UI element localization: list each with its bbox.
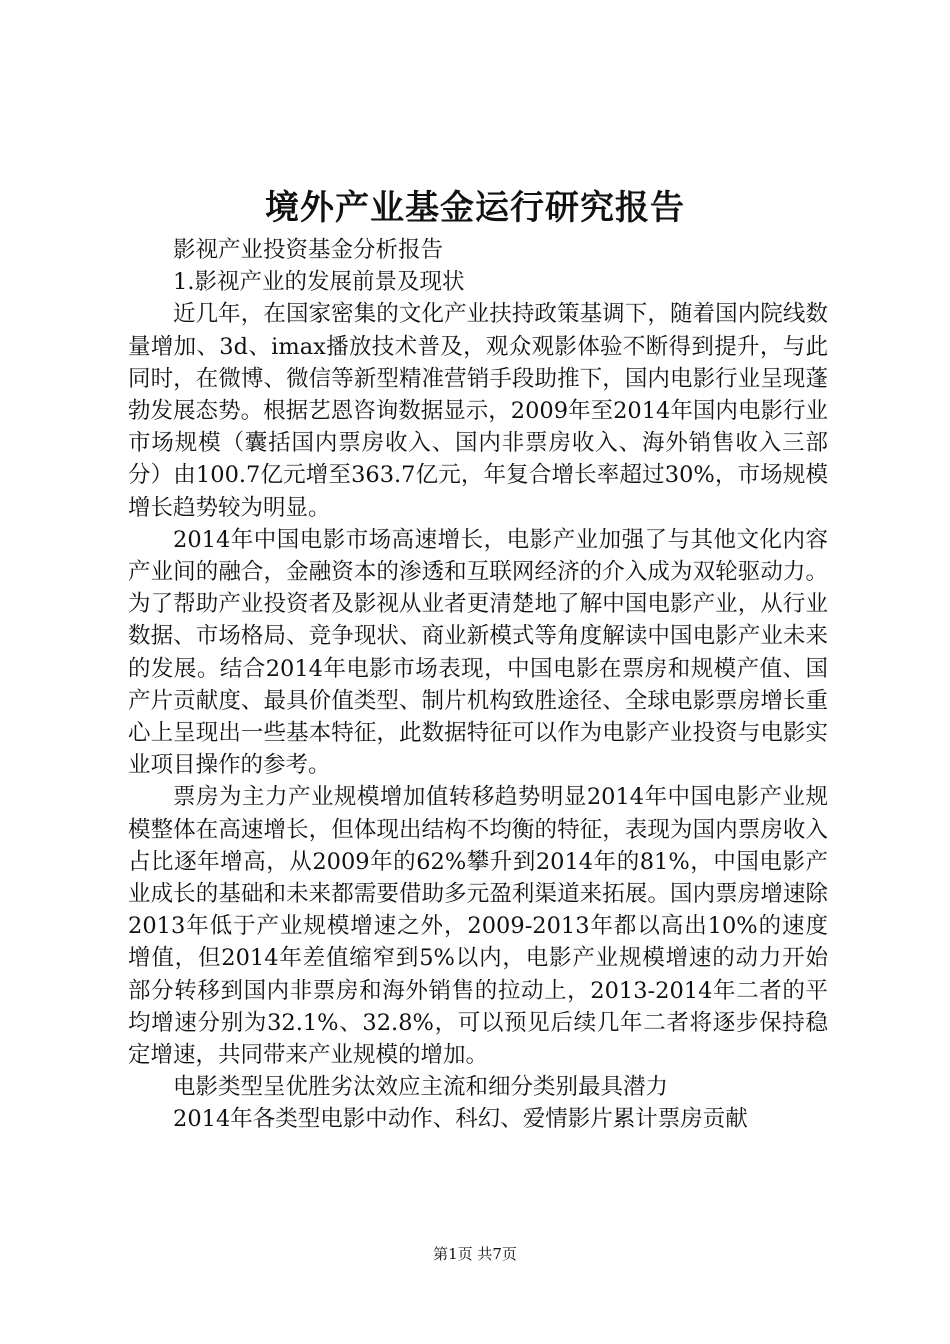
page-footer: 第1页 共7页 (433, 1245, 517, 1263)
paragraph: 2014年各类型电影中动作、科幻、爱情影片累计票房贡献 (173, 1106, 748, 1133)
paragraph-subtitle: 影视产业投资基金分析报告 (173, 237, 444, 263)
paragraph-subheading: 电影类型呈优胜劣汰效应主流和细分类别最具潜力 (173, 1074, 669, 1101)
paragraph: 票房为主力产业规模增加值转移趋势明显2014年中国电影产业规模整体在高速增长，但体现出结构不均衡的特征，表现为国内票房收入占比逐年增高，从2009年的62%攀升到2014年的81%，中国电影产业成长的基础和未来都需要借助多元盈利渠道来拓展。国内票房增速除2013年低于产业规模增速之外，2009-2013年都以高出10%的速度增值，但2014年差值缩窄到5%以内，电影产业规模增速的动力开始部分转移到国内非票房和海外销售的拉动上，2013-2014年二者的平均增速分别为32.1%、32.8%，可以预见后续几年二者将逐步保持稳定增速，共同带来产业规模的增加。 (128, 784, 828, 1069)
document-body (128, 234, 828, 1136)
paragraph: 近几年，在国家密集的文化产业扶持政策基调下，随着国内院线数量增加、3d、imax播放技术普及，观众观影体验不断得到提升，与此同时，在微博、微信等新型精准营销手段助推下，国内电影行业呈现蓬勃发展态势。根据艺恩咨询数据显示，2009年至2014年国内电影行业市场规模（囊括国内票房收入、国内非票房收入、海外销售收入三部分）由100.7亿元增至363.7亿元，年复合增长率超过30%，市场规模增长趋势较为明显。 (128, 301, 828, 521)
paragraph-section-heading: 1.影视产业的发展前景及现状 (173, 269, 465, 296)
paragraph: 2014年中国电影市场高速增长，电影产业加强了与其他文化内容产业间的融合，金融资本的渗透和互联网经济的介入成为双轮驱动力。为了帮助产业投资者及影视从业者更清楚地了解中国电影产业，从行业数据、市场格局、竞争现状、商业新模式等角度解读中国电影产业未来的发展。结合2014年电影市场表现，中国电影在票房和规模产值、国产片贡献度、最具价值类型、制片机构致胜途径、全球电影票房增长重心上呈现出一些基本特征，此数据特征可以作为电影产业投资与电影实业项目操作的参考。 (128, 526, 828, 779)
document-title: 境外产业基金运行研究报告 (265, 188, 685, 228)
